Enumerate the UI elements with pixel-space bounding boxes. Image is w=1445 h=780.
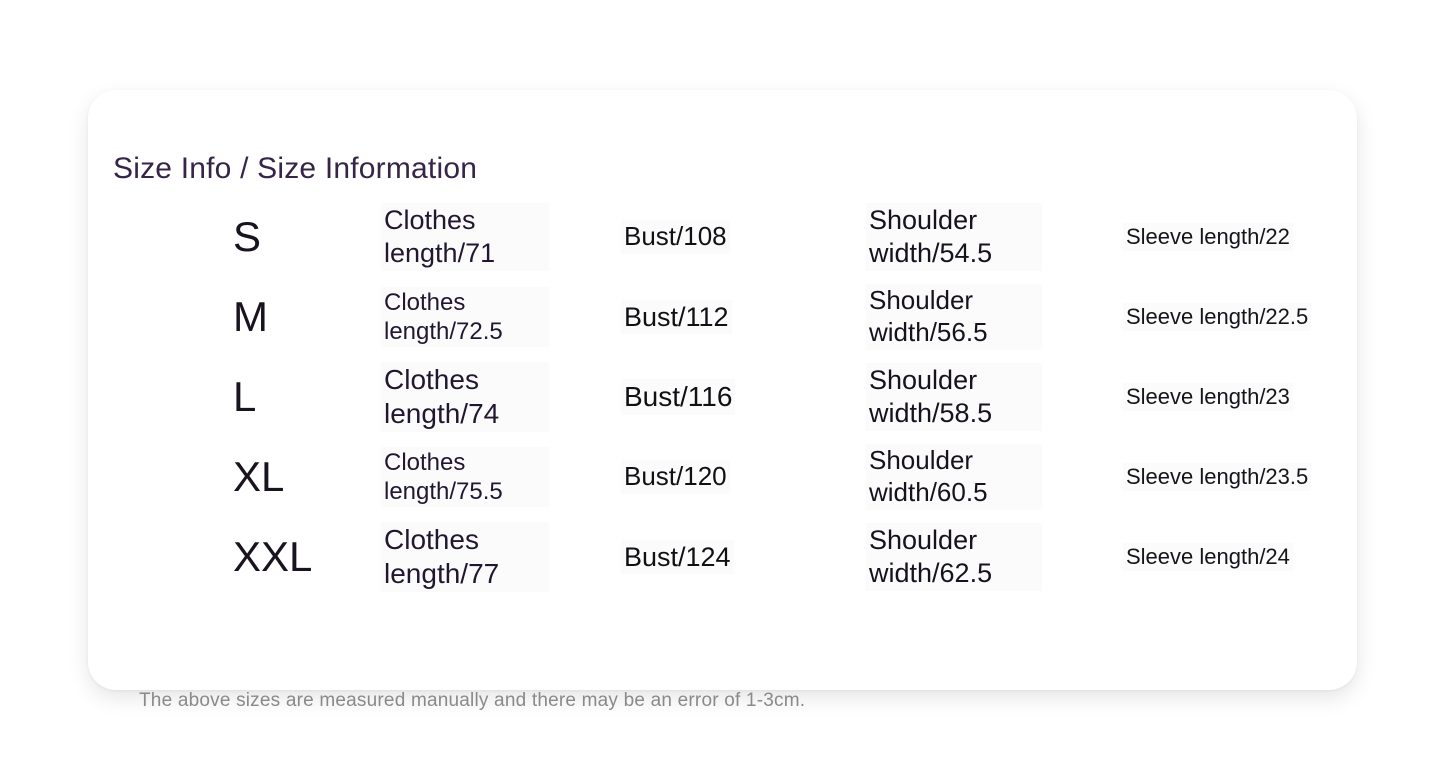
- size-info-card: [88, 90, 1357, 711]
- table-row: [230, 197, 1330, 277]
- shoulder-width-cell: Shoulder width/60.5: [866, 444, 1123, 509]
- disclaimer-text: The above sizes are measured manually and there may be an error of 1-3cm.: [139, 690, 806, 711]
- table-row: [230, 437, 1330, 517]
- shoulder-width-cell: Shoulder width/62.5: [866, 523, 1123, 591]
- clothes-length-cell: Clothes length/74: [381, 362, 621, 432]
- size-cell: XL: [233, 453, 285, 501]
- clothes-length-cell: Clothes length/77: [381, 522, 621, 592]
- table-row: [230, 277, 1330, 357]
- bust-cell: Bust/124: [621, 540, 866, 575]
- size-cell: XXL: [233, 533, 313, 581]
- bust-cell: Bust/116: [621, 379, 866, 415]
- sleeve-length-cell: Sleeve length/22: [1123, 223, 1358, 252]
- size-cell: L: [233, 373, 257, 421]
- table-row: [230, 517, 1330, 597]
- bust-cell: Bust/120: [621, 460, 866, 494]
- table-row: [230, 357, 1330, 437]
- size-cell: M: [233, 293, 268, 341]
- bust-cell: Bust/108: [621, 220, 866, 254]
- clothes-length-cell: Clothes length/72.5: [381, 287, 621, 348]
- clothes-length-cell: Clothes length/75.5: [381, 447, 621, 508]
- shoulder-width-cell: Shoulder width/56.5: [866, 284, 1123, 349]
- sleeve-length-cell: Sleeve length/23: [1123, 383, 1358, 412]
- sleeve-length-cell: Sleeve length/24: [1123, 543, 1358, 572]
- bust-cell: Bust/112: [621, 300, 866, 335]
- size-cell: S: [233, 213, 262, 261]
- page-title: Size Info / Size Information: [113, 152, 478, 185]
- sleeve-length-cell: Sleeve length/23.5: [1123, 463, 1358, 492]
- shoulder-width-cell: Shoulder width/58.5: [866, 363, 1123, 431]
- shoulder-width-cell: Shoulder width/54.5: [866, 203, 1123, 271]
- size-table: [230, 197, 1330, 597]
- clothes-length-cell: Clothes length/71: [381, 203, 621, 271]
- sleeve-length-cell: Sleeve length/22.5: [1123, 303, 1358, 332]
